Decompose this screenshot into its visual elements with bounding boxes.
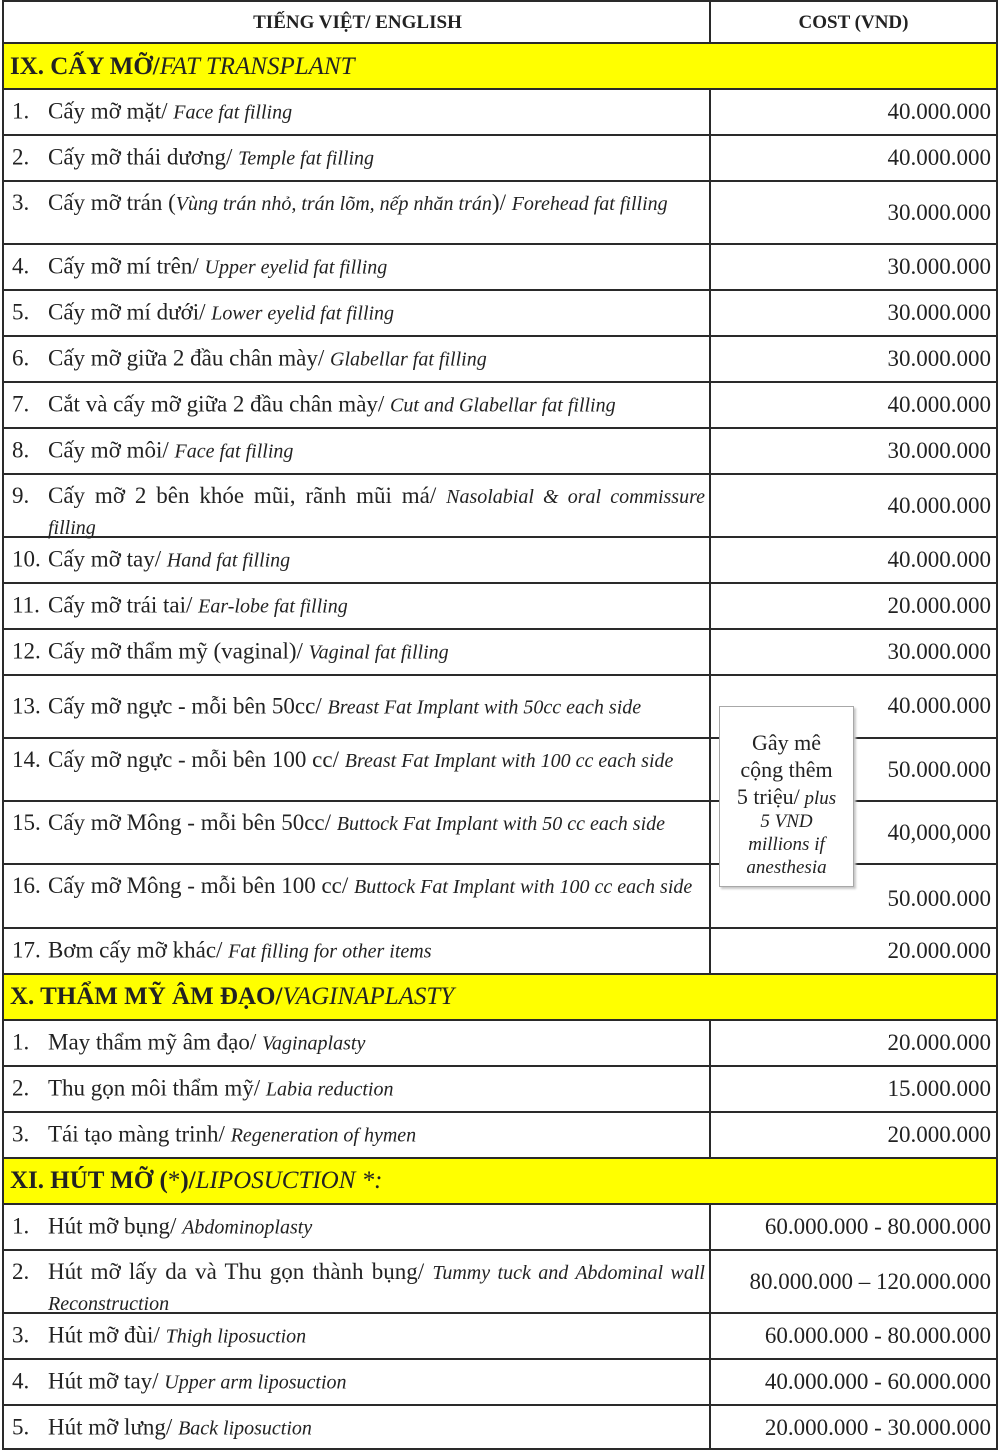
item-number: 16.	[12, 873, 41, 898]
item-name-en: Labia reduction	[265, 1078, 394, 1101]
item-name-vi: Cấy mỡ môi/	[48, 437, 175, 463]
item-name-en: Buttock Fat Implant with 100 cc each side	[354, 876, 693, 898]
item-price: 20.000.000 - 30.000.000	[764, 1415, 991, 1440]
item-name-vi: Cấy mỡ trán (	[48, 190, 176, 215]
item-name-vi: Cấy mỡ mặt/	[48, 98, 174, 124]
item-name-vi: Hút mỡ tay/	[48, 1368, 165, 1394]
item-price: 15.000.000	[887, 1076, 991, 1101]
item-price: 40,000,000	[887, 819, 991, 845]
section-title-vi: IX. CẤY MỠ/	[10, 53, 160, 80]
item-price: 40.000.000	[887, 392, 991, 417]
item-name-en: Temple fat filling	[238, 147, 375, 170]
table-row	[0, 536, 1000, 582]
item-number: 1.	[12, 1029, 30, 1055]
item-name-en: Vaginal fat filling	[308, 641, 449, 664]
section-title-en: VAGINAPLASTY	[282, 983, 455, 1010]
item-name-vi: Hút mỡ đùi/	[48, 1322, 166, 1348]
table-row	[0, 582, 1000, 628]
item-name-en: Abdominoplasty	[182, 1216, 313, 1239]
table-row	[0, 1312, 1000, 1358]
table-row	[0, 381, 1000, 427]
item-name-vi: Cấy mỡ trái tai/	[48, 592, 199, 618]
item-name-en: Vaginaplasty	[262, 1032, 366, 1055]
item-price: 50.000.000	[887, 886, 991, 911]
item-name-vi: Cấy mỡ Mông - mỗi bên 50cc/	[48, 810, 337, 835]
item-name-vi: Cắt và cấy mỡ giữa 2 đầu chân mày/	[48, 391, 391, 417]
item-name-en: Upper arm liposuction	[164, 1371, 347, 1394]
table-row	[0, 1358, 1000, 1404]
item-price: 80.000.000 – 120.000.000	[749, 1268, 991, 1294]
item-number: 12.	[12, 638, 41, 664]
item-number: 14.	[12, 747, 41, 772]
anesthesia-note-line6: anesthesia	[746, 857, 827, 878]
item-name-vi-suffix: )/	[491, 190, 512, 215]
item-price: 30.000.000	[887, 300, 991, 325]
item-price: 20.000.000	[887, 1030, 991, 1055]
item-name-vi: Cấy mỡ thẩm mỹ (vaginal)/	[48, 638, 309, 664]
item-name-vi: Hút mỡ lưng/	[48, 1414, 179, 1440]
item-name-vi: Hút mỡ bụng/	[48, 1213, 183, 1239]
item-price: 50.000.000	[887, 756, 991, 782]
item-price: 30.000.000	[887, 254, 991, 279]
section-title-vi: XI. HÚT MỠ (	[10, 1167, 168, 1194]
item-name-vi: Cấy mỡ 2 bên khóe mũi, rãnh mũi má/	[48, 483, 447, 508]
table-row	[0, 1203, 1000, 1249]
item-name-vi: Cấy mỡ thái dương/	[48, 144, 239, 170]
section-header-liposuction	[0, 1157, 1000, 1203]
item-number: 4.	[12, 1368, 30, 1394]
item-number: 13.	[12, 693, 41, 718]
item-name-en: Ear-lobe fat filling	[198, 595, 348, 618]
item-number: 9.	[12, 483, 30, 508]
anesthesia-note-box	[719, 706, 854, 887]
table-row	[0, 1019, 1000, 1065]
item-price: 30.000.000	[887, 199, 991, 225]
item-number: 6.	[12, 345, 30, 371]
item-number: 15.	[12, 810, 41, 835]
table-row	[0, 335, 1000, 381]
section-title-en: LIPOSUCTION *:	[195, 1167, 383, 1194]
anesthesia-note-line4: 5 VND	[760, 811, 813, 832]
item-price: 20.000.000	[887, 1122, 991, 1147]
item-number: 5.	[12, 299, 30, 325]
table-row	[0, 427, 1000, 473]
table-row	[0, 1249, 1000, 1315]
item-name-en: Upper eyelid fat filling	[204, 256, 388, 279]
table-row	[0, 88, 1000, 134]
item-name-en: Lower eyelid fat filling	[211, 302, 395, 325]
table-row	[0, 1065, 1000, 1111]
header-col-service: TIẾNG VIỆT/ ENGLISH	[2, 0, 711, 44]
item-name-vi: Bơm cấy mỡ khác/	[48, 937, 229, 963]
item-price: 40.000.000	[887, 492, 991, 518]
item-name-vi: Cấy mỡ tay/	[48, 546, 167, 572]
item-name-en: Fat filling for other items	[228, 940, 432, 963]
item-number: 3.	[12, 1121, 30, 1147]
item-name-vi: Cấy mỡ Mông - mỗi bên 100 cc/	[48, 873, 355, 898]
item-name-en: Breast Fat Implant with 50cc each side	[327, 696, 642, 718]
item-name-en: Face fat filling	[174, 440, 294, 463]
item-name-vi: Tái tạo màng trinh/	[48, 1121, 231, 1147]
anesthesia-note-line1: Gây mê	[751, 730, 822, 755]
item-number: 17.	[12, 937, 41, 963]
item-name-en: Breast Fat Implant with 100 cc each side	[344, 750, 674, 772]
item-name-en: Vùng trán nhỏ, trán lõm, nếp nhăn trán	[175, 193, 492, 215]
item-price: 30.000.000	[887, 639, 991, 664]
item-name-vi: Cấy mỡ mí dưới/	[48, 299, 212, 325]
item-name-en: Back liposuction	[178, 1417, 312, 1440]
anesthesia-note-line2: cộng thêm	[740, 757, 833, 782]
item-name-en: Regeneration of hymen	[230, 1124, 417, 1147]
item-name-vi: Cấy mỡ ngực - mỗi bên 50cc/	[48, 693, 328, 718]
item-number: 2.	[12, 1075, 30, 1101]
table-row	[0, 134, 1000, 180]
table-row	[0, 927, 1000, 973]
item-price: 20.000.000	[887, 593, 991, 618]
item-price: 60.000.000 - 80.000.000	[764, 1214, 991, 1239]
table-row	[0, 289, 1000, 335]
section-title-asterisk: *	[167, 1167, 181, 1194]
anesthesia-note-line3-en: plus	[799, 788, 837, 809]
item-number: 1.	[12, 1213, 30, 1239]
section-header-vaginaplasty	[0, 973, 1000, 1019]
item-price: 30.000.000	[887, 346, 991, 371]
table-row	[0, 243, 1000, 289]
table-header	[0, 0, 1000, 44]
item-name-vi: Thu gọn môi thẩm mỹ/	[48, 1075, 266, 1101]
table-row	[0, 1404, 1000, 1450]
item-name-vi: Cấy mỡ giữa 2 đầu chân mày/	[48, 345, 331, 371]
item-number: 4.	[12, 253, 30, 279]
item-name-en: Thigh liposuction	[165, 1325, 307, 1348]
anesthesia-note-line3: 5 triệu/	[736, 784, 800, 809]
item-name-vi: Cấy mỡ ngực - mỗi bên 100 cc/	[48, 747, 345, 772]
item-name-en: Glabellar fat filling	[330, 348, 487, 371]
item-name-vi: May thẩm mỹ âm đạo/	[48, 1029, 262, 1055]
item-number: 2.	[12, 1259, 30, 1284]
table-row	[0, 473, 1000, 539]
section-title-en: FAT TRANSPLANT	[159, 53, 355, 80]
table-row	[0, 180, 1000, 243]
item-name-vi: Hút mỡ lấy da và Thu gọn thành bụng/	[48, 1259, 433, 1284]
item-number: 2.	[12, 144, 30, 170]
item-number: 11.	[12, 592, 40, 618]
item-price: 40.000.000	[887, 547, 991, 572]
section-title-vi-end: )/	[180, 1167, 196, 1194]
item-price: 40.000.000 - 60.000.000	[764, 1369, 991, 1394]
item-price: 60.000.000 - 80.000.000	[764, 1323, 991, 1348]
item-name-en: Hand fat filling	[166, 549, 291, 572]
section-title-vi: X. THẨM MỸ ÂM ĐẠO/	[10, 983, 283, 1010]
item-price: 40.000.000	[887, 99, 991, 124]
table-row	[0, 628, 1000, 674]
item-name-en: Tummy tuck and Abdominal wall Reconstruction	[48, 1262, 705, 1315]
item-number: 3.	[12, 1322, 30, 1348]
anesthesia-note-line5: millions if	[748, 834, 825, 855]
item-number: 3.	[12, 190, 30, 215]
section-header-fat-transplant	[0, 42, 1000, 90]
item-price: 40.000.000	[887, 693, 991, 718]
item-price: 40.000.000	[887, 145, 991, 170]
item-number: 8.	[12, 437, 30, 463]
item-name-en: Buttock Fat Implant with 50 cc each side	[336, 813, 666, 835]
item-name-en: Nasolabial & oral commissure filling	[48, 486, 705, 539]
item-name-vi: Cấy mỡ mí trên/	[48, 253, 205, 279]
table-row	[0, 1111, 1000, 1157]
item-number: 7.	[12, 391, 30, 417]
item-name-en: Cut and Glabellar fat filling	[390, 394, 616, 417]
item-number: 5.	[12, 1414, 30, 1440]
item-price: 30.000.000	[887, 438, 991, 463]
item-price: 20.000.000	[887, 938, 991, 963]
header-col-cost: COST (VND)	[709, 0, 998, 44]
item-name-en-2: Forehead fat filling	[511, 193, 668, 215]
item-number: 10.	[12, 546, 41, 572]
item-number: 1.	[12, 98, 30, 124]
item-name-en: Face fat filling	[173, 101, 293, 124]
